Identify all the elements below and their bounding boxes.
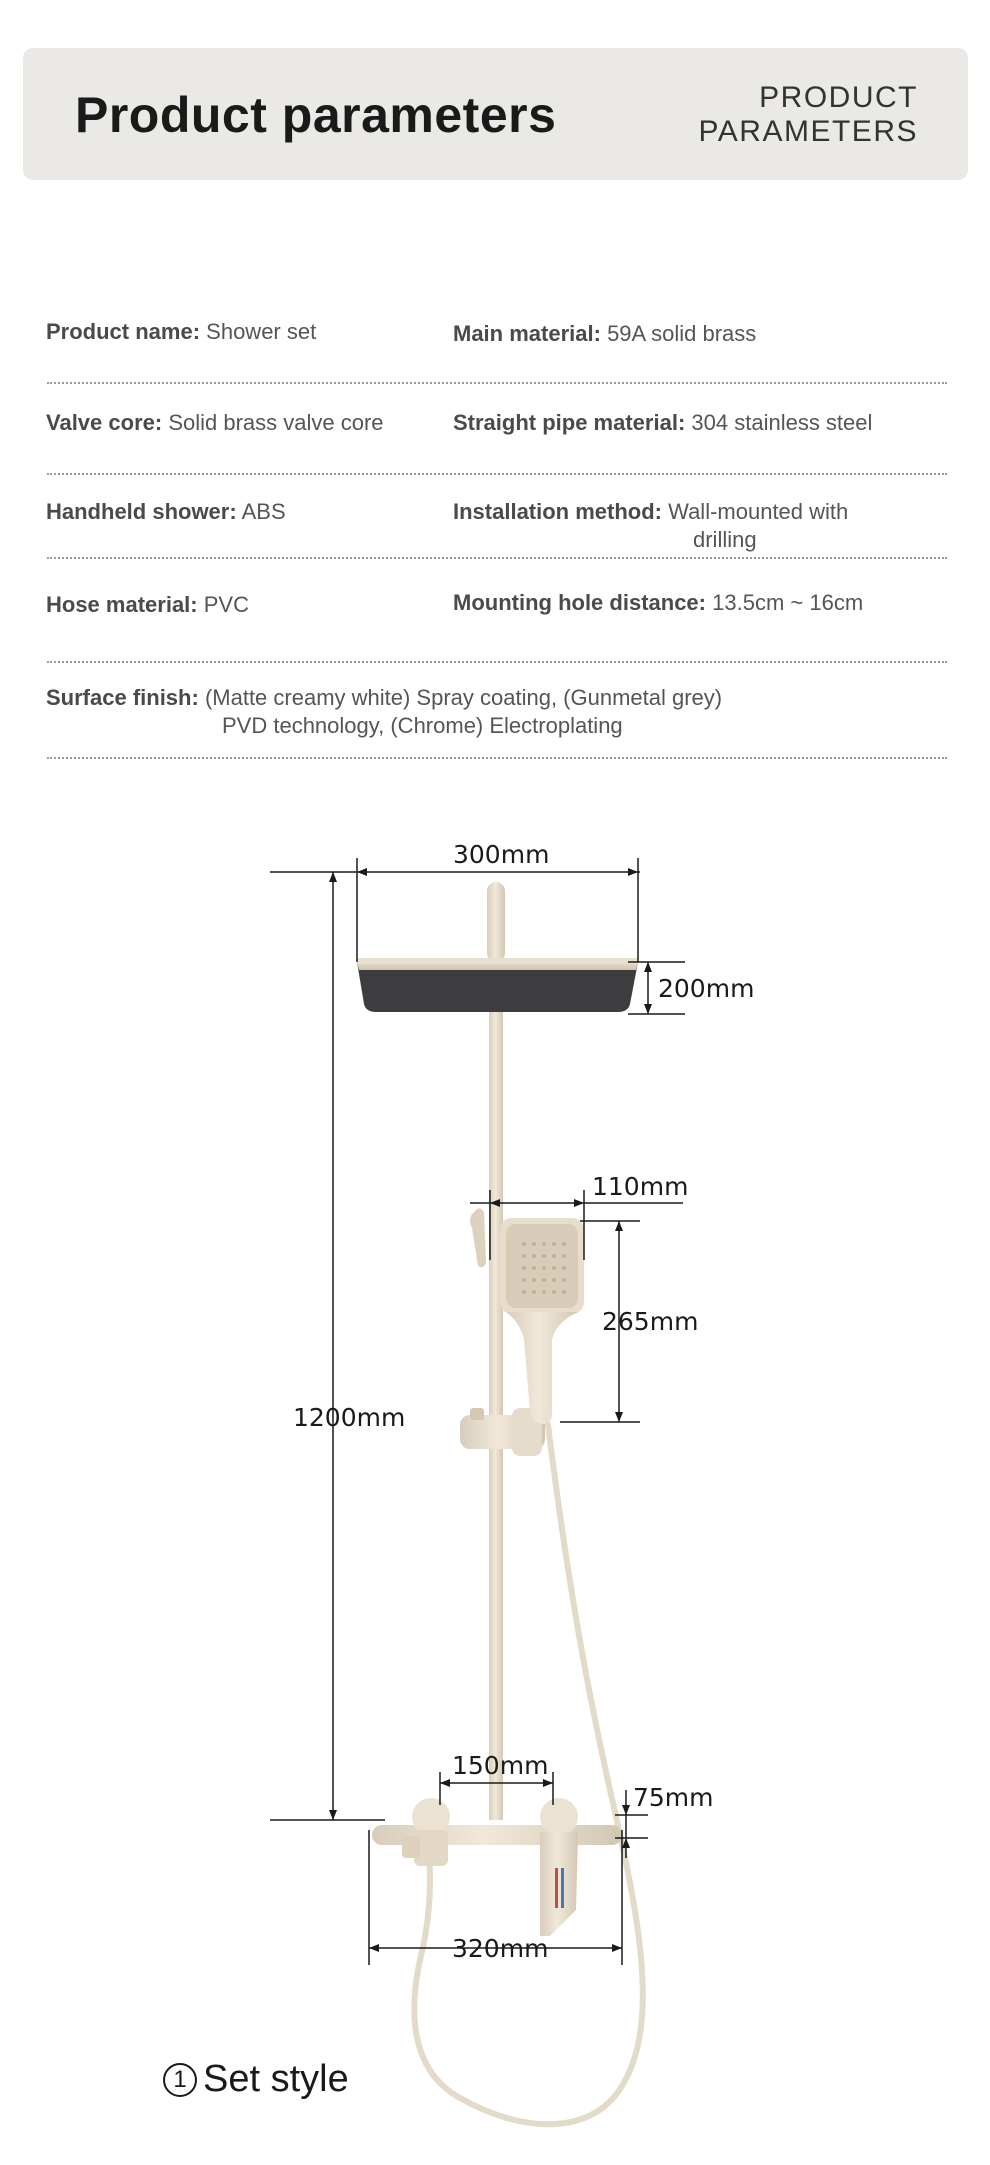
dim-valve-spacing: 150mm (452, 1751, 549, 1780)
spec-value: Solid brass valve core (168, 410, 384, 435)
caption-label: Set style (203, 2058, 349, 2100)
caption-number: 1 (163, 2063, 197, 2097)
dim-base-width: 320mm (452, 1934, 549, 1963)
riser-top (487, 882, 505, 962)
spec-label: Installation method: (453, 499, 662, 524)
spec-value: Wall-mounted with (668, 499, 849, 524)
spec-label: Mounting hole distance: (453, 590, 706, 615)
spec-value: 304 stainless steel (691, 410, 873, 435)
dim-handheld-width: 110mm (592, 1172, 689, 1201)
spec-value: 13.5cm ~ 16cm (712, 590, 864, 615)
spec-label: Product name: (46, 319, 201, 344)
set-style-caption (163, 2058, 349, 2101)
spec-label: Straight pipe material: (453, 410, 686, 435)
dim-head-width: 300mm (453, 840, 550, 869)
subtitle-line-2: PARAMETERS (698, 115, 918, 148)
spec-value: PVC (203, 592, 249, 617)
spec-value-cont: drilling (693, 527, 757, 552)
spec-label: Hose material: (46, 592, 198, 617)
page-title: Product parameters (75, 87, 557, 143)
handheld-shower (470, 1208, 584, 1424)
spec-value: 59A solid brass (607, 321, 757, 346)
spec-label: Surface finish: (46, 685, 199, 710)
dim-head-depth: 200mm (658, 974, 755, 1003)
spec-label: Valve core: (46, 410, 163, 435)
subtitle-line-1: PRODUCT (759, 81, 918, 114)
main-pole (489, 960, 503, 1820)
spec-value: (Matte creamy white) Spray coating, (Gunmetal grey) (204, 685, 723, 710)
spec-value-cont: PVD technology, (Chrome) Electroplating (222, 713, 623, 738)
spec-label: Handheld shower: (46, 499, 237, 524)
dim-total-height: 1200mm (293, 1403, 406, 1432)
dim-valve-depth: 75mm (633, 1783, 714, 1812)
rain-shower-head (357, 958, 638, 1012)
spec-label: Main material: (453, 321, 601, 346)
spec-value: Shower set (206, 319, 317, 344)
spec-value: ABS (241, 499, 286, 524)
dim-handheld-height: 265mm (602, 1307, 699, 1336)
